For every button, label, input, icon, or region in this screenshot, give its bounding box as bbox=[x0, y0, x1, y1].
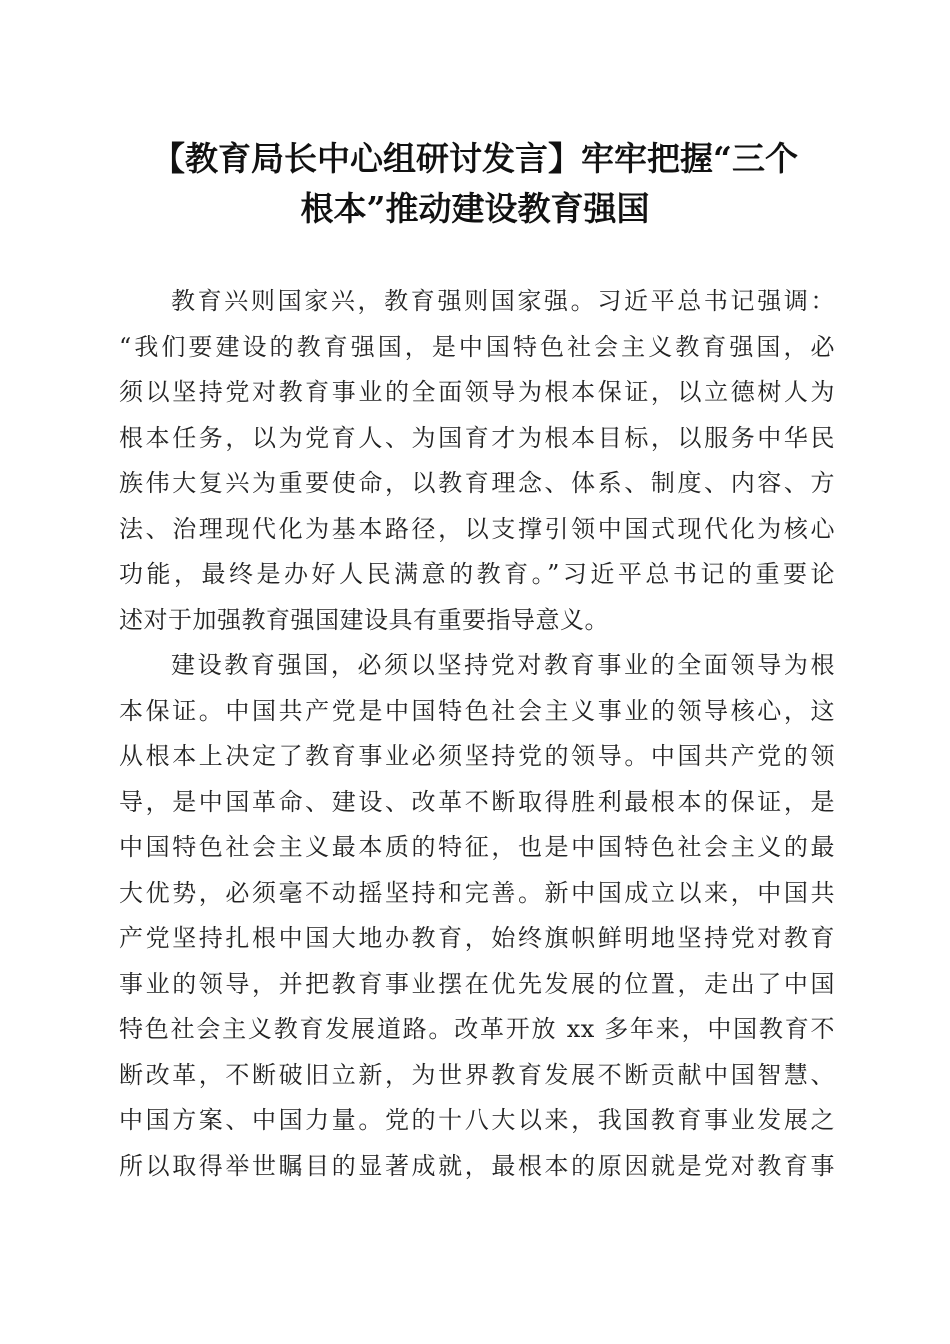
paragraph-line: 法、治理现代化为基本路径，以支撑引领中国式现代化为核心 bbox=[119, 514, 835, 543]
paragraph-line: 中国方案、中国力量。党的十八大以来，我国教育事业发展之 bbox=[119, 1106, 835, 1134]
paragraph-line: 特色社会主义教育发展道路。改革开放 xx 多年来，中国教育不 bbox=[119, 1015, 835, 1043]
paragraph-line: 述对于加强教育强国建设具有重要指导意义。 bbox=[119, 605, 609, 634]
paragraph-line: 功能，最终是办好人民满意的教育。”习近平总书记的重要论 bbox=[119, 560, 835, 588]
paragraph-line: 教育兴则国家兴，教育强则国家强。习近平总书记强调： bbox=[171, 287, 835, 315]
paragraph-line: 导，是中国革命、建设、改革不断取得胜利最根本的保证，是 bbox=[119, 787, 835, 816]
paragraph-line: 产党坚持扎根中国大地办教育，始终旗帜鲜明地坚持党对教育 bbox=[119, 924, 835, 952]
title-line: 【教育局长中心组研讨发言】牢牢把握“三个 bbox=[152, 139, 798, 178]
paragraph-line: 事业的领导，并把教育事业摆在优先发展的位置，走出了中国 bbox=[119, 969, 835, 998]
paragraph-line: 根本任务，以为党育人、为国育才为根本目标，以服务中华民 bbox=[119, 423, 835, 452]
paragraph bbox=[119, 279, 835, 643]
paragraph-line: 族伟大复兴为重要使命，以教育理念、体系、制度、内容、方 bbox=[119, 469, 835, 497]
paragraph-line: 从根本上决定了教育事业必须坚持党的领导。中国共产党的领 bbox=[119, 742, 835, 770]
document-body bbox=[119, 279, 835, 1189]
title-line: 根本”推动建设教育强国 bbox=[300, 189, 650, 228]
paragraph-line: 所以取得举世瞩目的显著成就，最根本的原因就是党对教育事 bbox=[119, 1151, 835, 1180]
paragraph bbox=[119, 643, 835, 1189]
paragraph-line: 本保证。中国共产党是中国特色社会主义事业的领导核心，这 bbox=[119, 696, 835, 725]
document-title bbox=[110, 134, 840, 234]
paragraph-line: 断改革，不断破旧立新，为世界教育发展不断贡献中国智慧、 bbox=[119, 1060, 835, 1089]
paragraph-line: 中国特色社会主义最本质的特征，也是中国特色社会主义的最 bbox=[119, 833, 835, 861]
paragraph-line: “我们要建设的教育强国，是中国特色社会主义教育强国，必 bbox=[119, 332, 835, 361]
paragraph-line: 建设教育强国，必须以坚持党对教育事业的全面领导为根 bbox=[171, 651, 835, 679]
paragraph-line: 大优势，必须毫不动摇坚持和完善。新中国成立以来，中国共 bbox=[119, 878, 835, 907]
paragraph-line: 须以坚持党对教育事业的全面领导为根本保证，以立德树人为 bbox=[119, 378, 835, 406]
